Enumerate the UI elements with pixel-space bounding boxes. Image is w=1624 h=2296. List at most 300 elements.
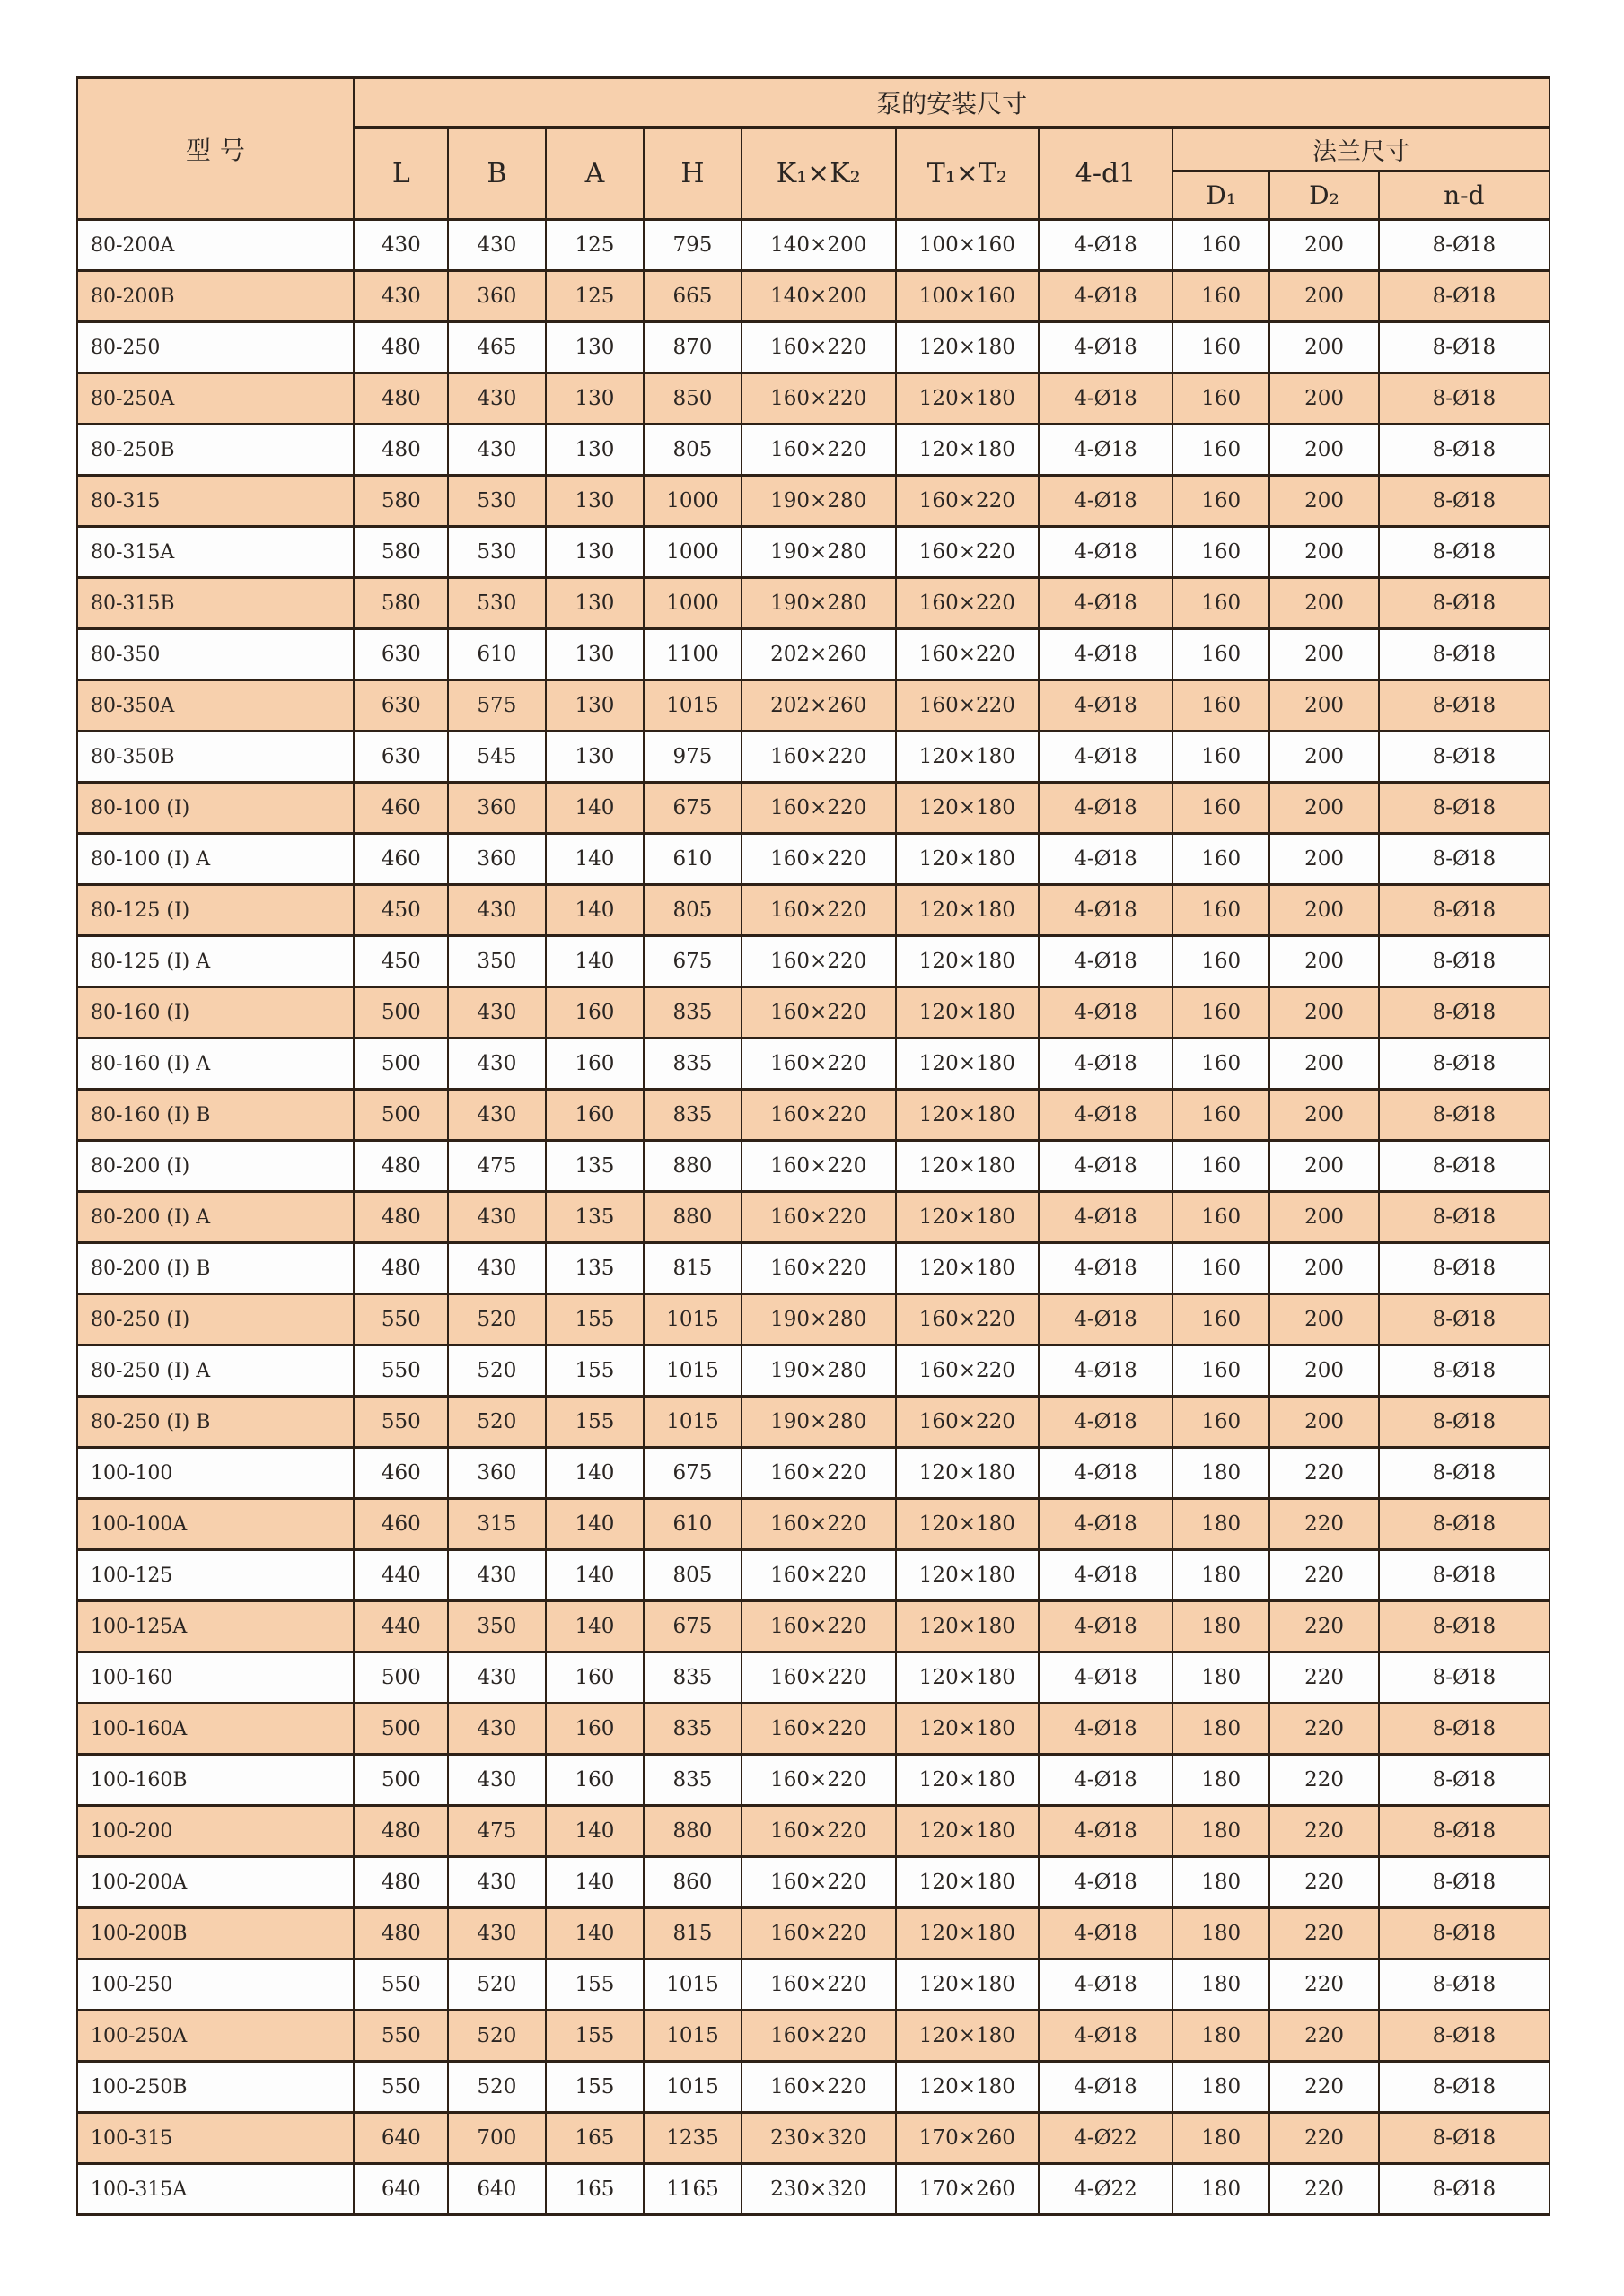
value-cell: 120×180 bbox=[896, 1550, 1039, 1601]
table-row bbox=[77, 271, 1549, 322]
value-cell: 160 bbox=[546, 1755, 645, 1806]
value-cell: 640 bbox=[354, 2164, 448, 2215]
value-cell: 4-Ø18 bbox=[1039, 1141, 1172, 1192]
value-cell: 220 bbox=[1269, 1857, 1378, 1908]
value-cell: 4-Ø18 bbox=[1039, 834, 1172, 885]
pump-installation-dimensions-table bbox=[76, 76, 1550, 2216]
value-cell: 805 bbox=[644, 425, 741, 476]
table-row bbox=[77, 1704, 1549, 1755]
value-cell: 835 bbox=[644, 1652, 741, 1704]
value-cell: 580 bbox=[354, 527, 448, 578]
model-cell: 80-350A bbox=[77, 680, 354, 732]
value-cell: 4-Ø18 bbox=[1039, 1857, 1172, 1908]
value-cell: 140 bbox=[546, 1806, 645, 1857]
value-cell: 520 bbox=[448, 2011, 545, 2062]
value-cell: 160×220 bbox=[742, 1499, 896, 1550]
table-row bbox=[77, 1090, 1549, 1141]
value-cell: 160×220 bbox=[742, 1141, 896, 1192]
value-cell: 160 bbox=[1172, 885, 1269, 936]
model-cell: 100-100A bbox=[77, 1499, 354, 1550]
value-cell: 200 bbox=[1269, 1192, 1378, 1243]
value-cell: 480 bbox=[354, 1908, 448, 1959]
value-cell: 180 bbox=[1172, 1652, 1269, 1704]
value-cell: 160×220 bbox=[742, 1652, 896, 1704]
value-cell: 130 bbox=[546, 629, 645, 680]
table-row bbox=[77, 680, 1549, 732]
value-cell: 8-Ø18 bbox=[1379, 2113, 1549, 2164]
pump-dimensions-sheet bbox=[76, 76, 1550, 2216]
value-cell: 180 bbox=[1172, 1857, 1269, 1908]
value-cell: 160×220 bbox=[742, 834, 896, 885]
value-cell: 160×220 bbox=[742, 1755, 896, 1806]
value-cell: 8-Ø18 bbox=[1379, 834, 1549, 885]
table-row bbox=[77, 834, 1549, 885]
value-cell: 8-Ø18 bbox=[1379, 1090, 1549, 1141]
value-cell: 160 bbox=[1172, 680, 1269, 732]
model-cell: 80-100 (I) bbox=[77, 783, 354, 834]
value-cell: 460 bbox=[354, 834, 448, 885]
value-cell: 4-Ø18 bbox=[1039, 1499, 1172, 1550]
value-cell: 220 bbox=[1269, 1550, 1378, 1601]
table-row bbox=[77, 1448, 1549, 1499]
value-cell: 4-Ø18 bbox=[1039, 885, 1172, 936]
value-cell: 870 bbox=[644, 322, 741, 373]
value-cell: 4-Ø18 bbox=[1039, 1294, 1172, 1345]
value-cell: 160×220 bbox=[742, 783, 896, 834]
value-cell: 120×180 bbox=[896, 1806, 1039, 1857]
model-cell: 100-250A bbox=[77, 2011, 354, 2062]
value-cell: 520 bbox=[448, 1397, 545, 1448]
value-cell: 480 bbox=[354, 322, 448, 373]
model-cell: 100-125A bbox=[77, 1601, 354, 1652]
value-cell: 520 bbox=[448, 1959, 545, 2011]
value-cell: 4-Ø18 bbox=[1039, 680, 1172, 732]
value-cell: 8-Ø18 bbox=[1379, 1345, 1549, 1397]
model-cell: 100-160 bbox=[77, 1652, 354, 1704]
value-cell: 160 bbox=[1172, 1038, 1269, 1090]
value-cell: 460 bbox=[354, 1499, 448, 1550]
value-cell: 4-Ø18 bbox=[1039, 1090, 1172, 1141]
value-cell: 430 bbox=[448, 1704, 545, 1755]
value-cell: 135 bbox=[546, 1141, 645, 1192]
value-cell: 160×220 bbox=[742, 2011, 896, 2062]
value-cell: 8-Ø18 bbox=[1379, 322, 1549, 373]
value-cell: 4-Ø18 bbox=[1039, 425, 1172, 476]
value-cell: 160 bbox=[1172, 1141, 1269, 1192]
column-header-model: 型 号 bbox=[77, 78, 354, 220]
table-body bbox=[77, 220, 1549, 2215]
value-cell: 120×180 bbox=[896, 834, 1039, 885]
value-cell: 120×180 bbox=[896, 1499, 1039, 1550]
model-cell: 80-200A bbox=[77, 220, 354, 271]
value-cell: 430 bbox=[448, 425, 545, 476]
value-cell: 220 bbox=[1269, 2062, 1378, 2113]
value-cell: 530 bbox=[448, 527, 545, 578]
value-cell: 1000 bbox=[644, 476, 741, 527]
value-cell: 160×220 bbox=[896, 629, 1039, 680]
value-cell: 160 bbox=[546, 1704, 645, 1755]
value-cell: 160 bbox=[1172, 1397, 1269, 1448]
value-cell: 160×220 bbox=[896, 476, 1039, 527]
value-cell: 8-Ø18 bbox=[1379, 373, 1549, 425]
value-cell: 4-Ø18 bbox=[1039, 629, 1172, 680]
value-cell: 430 bbox=[448, 1908, 545, 1959]
value-cell: 550 bbox=[354, 1294, 448, 1345]
value-cell: 805 bbox=[644, 885, 741, 936]
model-cell: 100-200A bbox=[77, 1857, 354, 1908]
value-cell: 160×220 bbox=[742, 1806, 896, 1857]
value-cell: 430 bbox=[448, 1755, 545, 1806]
value-cell: 4-Ø18 bbox=[1039, 2062, 1172, 2113]
value-cell: 480 bbox=[354, 1857, 448, 1908]
value-cell: 155 bbox=[546, 2011, 645, 2062]
value-cell: 200 bbox=[1269, 1141, 1378, 1192]
value-cell: 170×260 bbox=[896, 2113, 1039, 2164]
table-row bbox=[77, 578, 1549, 629]
value-cell: 160 bbox=[1172, 578, 1269, 629]
column-header-4-d1: 4-d1 bbox=[1039, 127, 1172, 220]
value-cell: 1015 bbox=[644, 1397, 741, 1448]
value-cell: 120×180 bbox=[896, 1857, 1039, 1908]
column-header-L: L bbox=[354, 127, 448, 220]
value-cell: 4-Ø18 bbox=[1039, 373, 1172, 425]
value-cell: 120×180 bbox=[896, 1038, 1039, 1090]
value-cell: 4-Ø18 bbox=[1039, 322, 1172, 373]
value-cell: 190×280 bbox=[742, 1294, 896, 1345]
value-cell: 500 bbox=[354, 1090, 448, 1141]
value-cell: 1000 bbox=[644, 578, 741, 629]
value-cell: 200 bbox=[1269, 987, 1378, 1038]
model-cell: 80-315 bbox=[77, 476, 354, 527]
value-cell: 165 bbox=[546, 2113, 645, 2164]
value-cell: 160×220 bbox=[742, 425, 896, 476]
value-cell: 202×260 bbox=[742, 629, 896, 680]
model-cell: 80-200B bbox=[77, 271, 354, 322]
value-cell: 975 bbox=[644, 732, 741, 783]
value-cell: 1015 bbox=[644, 2062, 741, 2113]
value-cell: 430 bbox=[448, 220, 545, 271]
value-cell: 180 bbox=[1172, 1755, 1269, 1806]
value-cell: 835 bbox=[644, 1090, 741, 1141]
value-cell: 160 bbox=[546, 987, 645, 1038]
value-cell: 8-Ø18 bbox=[1379, 527, 1549, 578]
value-cell: 200 bbox=[1269, 732, 1378, 783]
value-cell: 530 bbox=[448, 578, 545, 629]
value-cell: 430 bbox=[448, 1243, 545, 1294]
table-row bbox=[77, 2164, 1549, 2215]
value-cell: 160 bbox=[546, 1090, 645, 1141]
model-cell: 80-200 (I) B bbox=[77, 1243, 354, 1294]
value-cell: 190×280 bbox=[742, 1397, 896, 1448]
value-cell: 120×180 bbox=[896, 936, 1039, 987]
value-cell: 4-Ø18 bbox=[1039, 1345, 1172, 1397]
value-cell: 475 bbox=[448, 1806, 545, 1857]
value-cell: 480 bbox=[354, 1243, 448, 1294]
table-row bbox=[77, 2062, 1549, 2113]
value-cell: 160×220 bbox=[896, 578, 1039, 629]
value-cell: 190×280 bbox=[742, 578, 896, 629]
value-cell: 160×220 bbox=[742, 1857, 896, 1908]
value-cell: 360 bbox=[448, 834, 545, 885]
value-cell: 8-Ø18 bbox=[1379, 271, 1549, 322]
value-cell: 120×180 bbox=[896, 1090, 1039, 1141]
value-cell: 8-Ø18 bbox=[1379, 1601, 1549, 1652]
model-cell: 80-315A bbox=[77, 527, 354, 578]
model-cell: 100-160A bbox=[77, 1704, 354, 1755]
value-cell: 160 bbox=[1172, 220, 1269, 271]
value-cell: 4-Ø18 bbox=[1039, 1448, 1172, 1499]
value-cell: 1015 bbox=[644, 1345, 741, 1397]
value-cell: 8-Ø18 bbox=[1379, 1908, 1549, 1959]
value-cell: 220 bbox=[1269, 1652, 1378, 1704]
value-cell: 120×180 bbox=[896, 1755, 1039, 1806]
value-cell: 8-Ø18 bbox=[1379, 885, 1549, 936]
group-header-flange-dimensions: 法兰尺寸 bbox=[1172, 127, 1549, 171]
value-cell: 165 bbox=[546, 2164, 645, 2215]
value-cell: 140×200 bbox=[742, 220, 896, 271]
value-cell: 120×180 bbox=[896, 2062, 1039, 2113]
value-cell: 4-Ø18 bbox=[1039, 1397, 1172, 1448]
value-cell: 8-Ø18 bbox=[1379, 1038, 1549, 1090]
table-row bbox=[77, 936, 1549, 987]
value-cell: 880 bbox=[644, 1192, 741, 1243]
value-cell: 4-Ø18 bbox=[1039, 783, 1172, 834]
value-cell: 480 bbox=[354, 1192, 448, 1243]
model-cell: 80-315B bbox=[77, 578, 354, 629]
value-cell: 4-Ø18 bbox=[1039, 1755, 1172, 1806]
value-cell: 120×180 bbox=[896, 2011, 1039, 2062]
value-cell: 8-Ø18 bbox=[1379, 1243, 1549, 1294]
value-cell: 200 bbox=[1269, 680, 1378, 732]
value-cell: 160×220 bbox=[742, 1601, 896, 1652]
value-cell: 200 bbox=[1269, 1294, 1378, 1345]
value-cell: 8-Ø18 bbox=[1379, 1704, 1549, 1755]
value-cell: 550 bbox=[354, 1397, 448, 1448]
table-row bbox=[77, 885, 1549, 936]
value-cell: 545 bbox=[448, 732, 545, 783]
value-cell: 160×220 bbox=[742, 1550, 896, 1601]
value-cell: 450 bbox=[354, 936, 448, 987]
table-row bbox=[77, 1959, 1549, 2011]
value-cell: 180 bbox=[1172, 1499, 1269, 1550]
value-cell: 140×200 bbox=[742, 271, 896, 322]
value-cell: 135 bbox=[546, 1243, 645, 1294]
value-cell: 815 bbox=[644, 1243, 741, 1294]
value-cell: 200 bbox=[1269, 578, 1378, 629]
value-cell: 155 bbox=[546, 1294, 645, 1345]
model-cell: 80-250 (I) B bbox=[77, 1397, 354, 1448]
value-cell: 4-Ø18 bbox=[1039, 578, 1172, 629]
value-cell: 160×220 bbox=[896, 1397, 1039, 1448]
value-cell: 500 bbox=[354, 1652, 448, 1704]
value-cell: 120×180 bbox=[896, 1141, 1039, 1192]
table-row bbox=[77, 527, 1549, 578]
value-cell: 135 bbox=[546, 1192, 645, 1243]
model-cell: 80-160 (I) A bbox=[77, 1038, 354, 1090]
value-cell: 120×180 bbox=[896, 1601, 1039, 1652]
value-cell: 630 bbox=[354, 629, 448, 680]
value-cell: 200 bbox=[1269, 271, 1378, 322]
model-cell: 80-200 (I) bbox=[77, 1141, 354, 1192]
value-cell: 1015 bbox=[644, 680, 741, 732]
model-cell: 80-350B bbox=[77, 732, 354, 783]
value-cell: 430 bbox=[448, 987, 545, 1038]
value-cell: 200 bbox=[1269, 322, 1378, 373]
table-row bbox=[77, 783, 1549, 834]
value-cell: 1015 bbox=[644, 1294, 741, 1345]
value-cell: 835 bbox=[644, 1704, 741, 1755]
model-cell: 80-100 (I) A bbox=[77, 834, 354, 885]
value-cell: 4-Ø22 bbox=[1039, 2113, 1172, 2164]
column-header-D1: D₁ bbox=[1172, 171, 1269, 220]
value-cell: 200 bbox=[1269, 783, 1378, 834]
value-cell: 360 bbox=[448, 1448, 545, 1499]
value-cell: 160 bbox=[1172, 834, 1269, 885]
value-cell: 1015 bbox=[644, 1959, 741, 2011]
value-cell: 160 bbox=[1172, 322, 1269, 373]
value-cell: 1000 bbox=[644, 527, 741, 578]
table-row bbox=[77, 1806, 1549, 1857]
value-cell: 160 bbox=[1172, 783, 1269, 834]
table-row bbox=[77, 2113, 1549, 2164]
table-row bbox=[77, 1755, 1549, 1806]
value-cell: 130 bbox=[546, 527, 645, 578]
value-cell: 4-Ø18 bbox=[1039, 1652, 1172, 1704]
value-cell: 4-Ø22 bbox=[1039, 2164, 1172, 2215]
value-cell: 630 bbox=[354, 680, 448, 732]
value-cell: 130 bbox=[546, 425, 645, 476]
value-cell: 430 bbox=[448, 1038, 545, 1090]
value-cell: 8-Ø18 bbox=[1379, 578, 1549, 629]
value-cell: 160×220 bbox=[742, 1243, 896, 1294]
column-header-H: H bbox=[644, 127, 741, 220]
table-row bbox=[77, 1652, 1549, 1704]
value-cell: 200 bbox=[1269, 476, 1378, 527]
table-row bbox=[77, 1294, 1549, 1345]
table-row bbox=[77, 1141, 1549, 1192]
value-cell: 860 bbox=[644, 1857, 741, 1908]
table-row bbox=[77, 425, 1549, 476]
value-cell: 350 bbox=[448, 936, 545, 987]
value-cell: 130 bbox=[546, 373, 645, 425]
model-cell: 80-350 bbox=[77, 629, 354, 680]
value-cell: 430 bbox=[354, 220, 448, 271]
value-cell: 130 bbox=[546, 578, 645, 629]
value-cell: 160 bbox=[1172, 1294, 1269, 1345]
value-cell: 160 bbox=[1172, 936, 1269, 987]
table-row bbox=[77, 322, 1549, 373]
value-cell: 180 bbox=[1172, 1550, 1269, 1601]
value-cell: 8-Ø18 bbox=[1379, 2062, 1549, 2113]
value-cell: 480 bbox=[354, 1806, 448, 1857]
value-cell: 160×220 bbox=[742, 732, 896, 783]
model-cell: 80-200 (I) A bbox=[77, 1192, 354, 1243]
value-cell: 120×180 bbox=[896, 885, 1039, 936]
value-cell: 160×220 bbox=[896, 680, 1039, 732]
value-cell: 120×180 bbox=[896, 1243, 1039, 1294]
value-cell: 8-Ø18 bbox=[1379, 1192, 1549, 1243]
value-cell: 160 bbox=[1172, 1192, 1269, 1243]
table-row bbox=[77, 1038, 1549, 1090]
value-cell: 140 bbox=[546, 783, 645, 834]
value-cell: 140 bbox=[546, 1499, 645, 1550]
value-cell: 805 bbox=[644, 1550, 741, 1601]
value-cell: 120×180 bbox=[896, 732, 1039, 783]
value-cell: 580 bbox=[354, 476, 448, 527]
value-cell: 160×220 bbox=[742, 322, 896, 373]
value-cell: 200 bbox=[1269, 527, 1378, 578]
value-cell: 160×220 bbox=[742, 373, 896, 425]
value-cell: 4-Ø18 bbox=[1039, 1601, 1172, 1652]
group-header-installation-dimensions: 泵的安装尺寸 bbox=[354, 78, 1549, 127]
value-cell: 880 bbox=[644, 1806, 741, 1857]
value-cell: 200 bbox=[1269, 373, 1378, 425]
value-cell: 220 bbox=[1269, 1499, 1378, 1550]
value-cell: 4-Ø18 bbox=[1039, 476, 1172, 527]
value-cell: 220 bbox=[1269, 1448, 1378, 1499]
value-cell: 220 bbox=[1269, 1806, 1378, 1857]
value-cell: 180 bbox=[1172, 1806, 1269, 1857]
value-cell: 8-Ø18 bbox=[1379, 1652, 1549, 1704]
value-cell: 610 bbox=[448, 629, 545, 680]
value-cell: 160 bbox=[546, 1652, 645, 1704]
value-cell: 8-Ø18 bbox=[1379, 1806, 1549, 1857]
value-cell: 120×180 bbox=[896, 1448, 1039, 1499]
value-cell: 220 bbox=[1269, 1908, 1378, 1959]
value-cell: 8-Ø18 bbox=[1379, 680, 1549, 732]
value-cell: 520 bbox=[448, 1345, 545, 1397]
value-cell: 4-Ø18 bbox=[1039, 987, 1172, 1038]
value-cell: 8-Ø18 bbox=[1379, 1959, 1549, 2011]
value-cell: 1235 bbox=[644, 2113, 741, 2164]
value-cell: 200 bbox=[1269, 629, 1378, 680]
value-cell: 4-Ø18 bbox=[1039, 1192, 1172, 1243]
value-cell: 1015 bbox=[644, 2011, 741, 2062]
value-cell: 430 bbox=[448, 1652, 545, 1704]
table-row bbox=[77, 1345, 1549, 1397]
value-cell: 180 bbox=[1172, 2062, 1269, 2113]
value-cell: 100×160 bbox=[896, 271, 1039, 322]
value-cell: 160×220 bbox=[742, 1908, 896, 1959]
value-cell: 180 bbox=[1172, 1959, 1269, 2011]
value-cell: 4-Ø18 bbox=[1039, 2011, 1172, 2062]
value-cell: 160 bbox=[1172, 1243, 1269, 1294]
value-cell: 230×320 bbox=[742, 2113, 896, 2164]
value-cell: 575 bbox=[448, 680, 545, 732]
table-row bbox=[77, 987, 1549, 1038]
value-cell: 160×220 bbox=[742, 2062, 896, 2113]
value-cell: 480 bbox=[354, 373, 448, 425]
value-cell: 1100 bbox=[644, 629, 741, 680]
value-cell: 160×220 bbox=[742, 936, 896, 987]
value-cell: 120×180 bbox=[896, 322, 1039, 373]
value-cell: 120×180 bbox=[896, 1959, 1039, 2011]
value-cell: 130 bbox=[546, 322, 645, 373]
value-cell: 160 bbox=[1172, 987, 1269, 1038]
value-cell: 675 bbox=[644, 1601, 741, 1652]
value-cell: 160 bbox=[1172, 271, 1269, 322]
value-cell: 200 bbox=[1269, 1243, 1378, 1294]
value-cell: 155 bbox=[546, 1959, 645, 2011]
value-cell: 1165 bbox=[644, 2164, 741, 2215]
value-cell: 430 bbox=[448, 1090, 545, 1141]
value-cell: 200 bbox=[1269, 885, 1378, 936]
value-cell: 180 bbox=[1172, 1704, 1269, 1755]
model-cell: 80-250B bbox=[77, 425, 354, 476]
value-cell: 140 bbox=[546, 1601, 645, 1652]
value-cell: 500 bbox=[354, 1038, 448, 1090]
model-cell: 80-160 (I) bbox=[77, 987, 354, 1038]
